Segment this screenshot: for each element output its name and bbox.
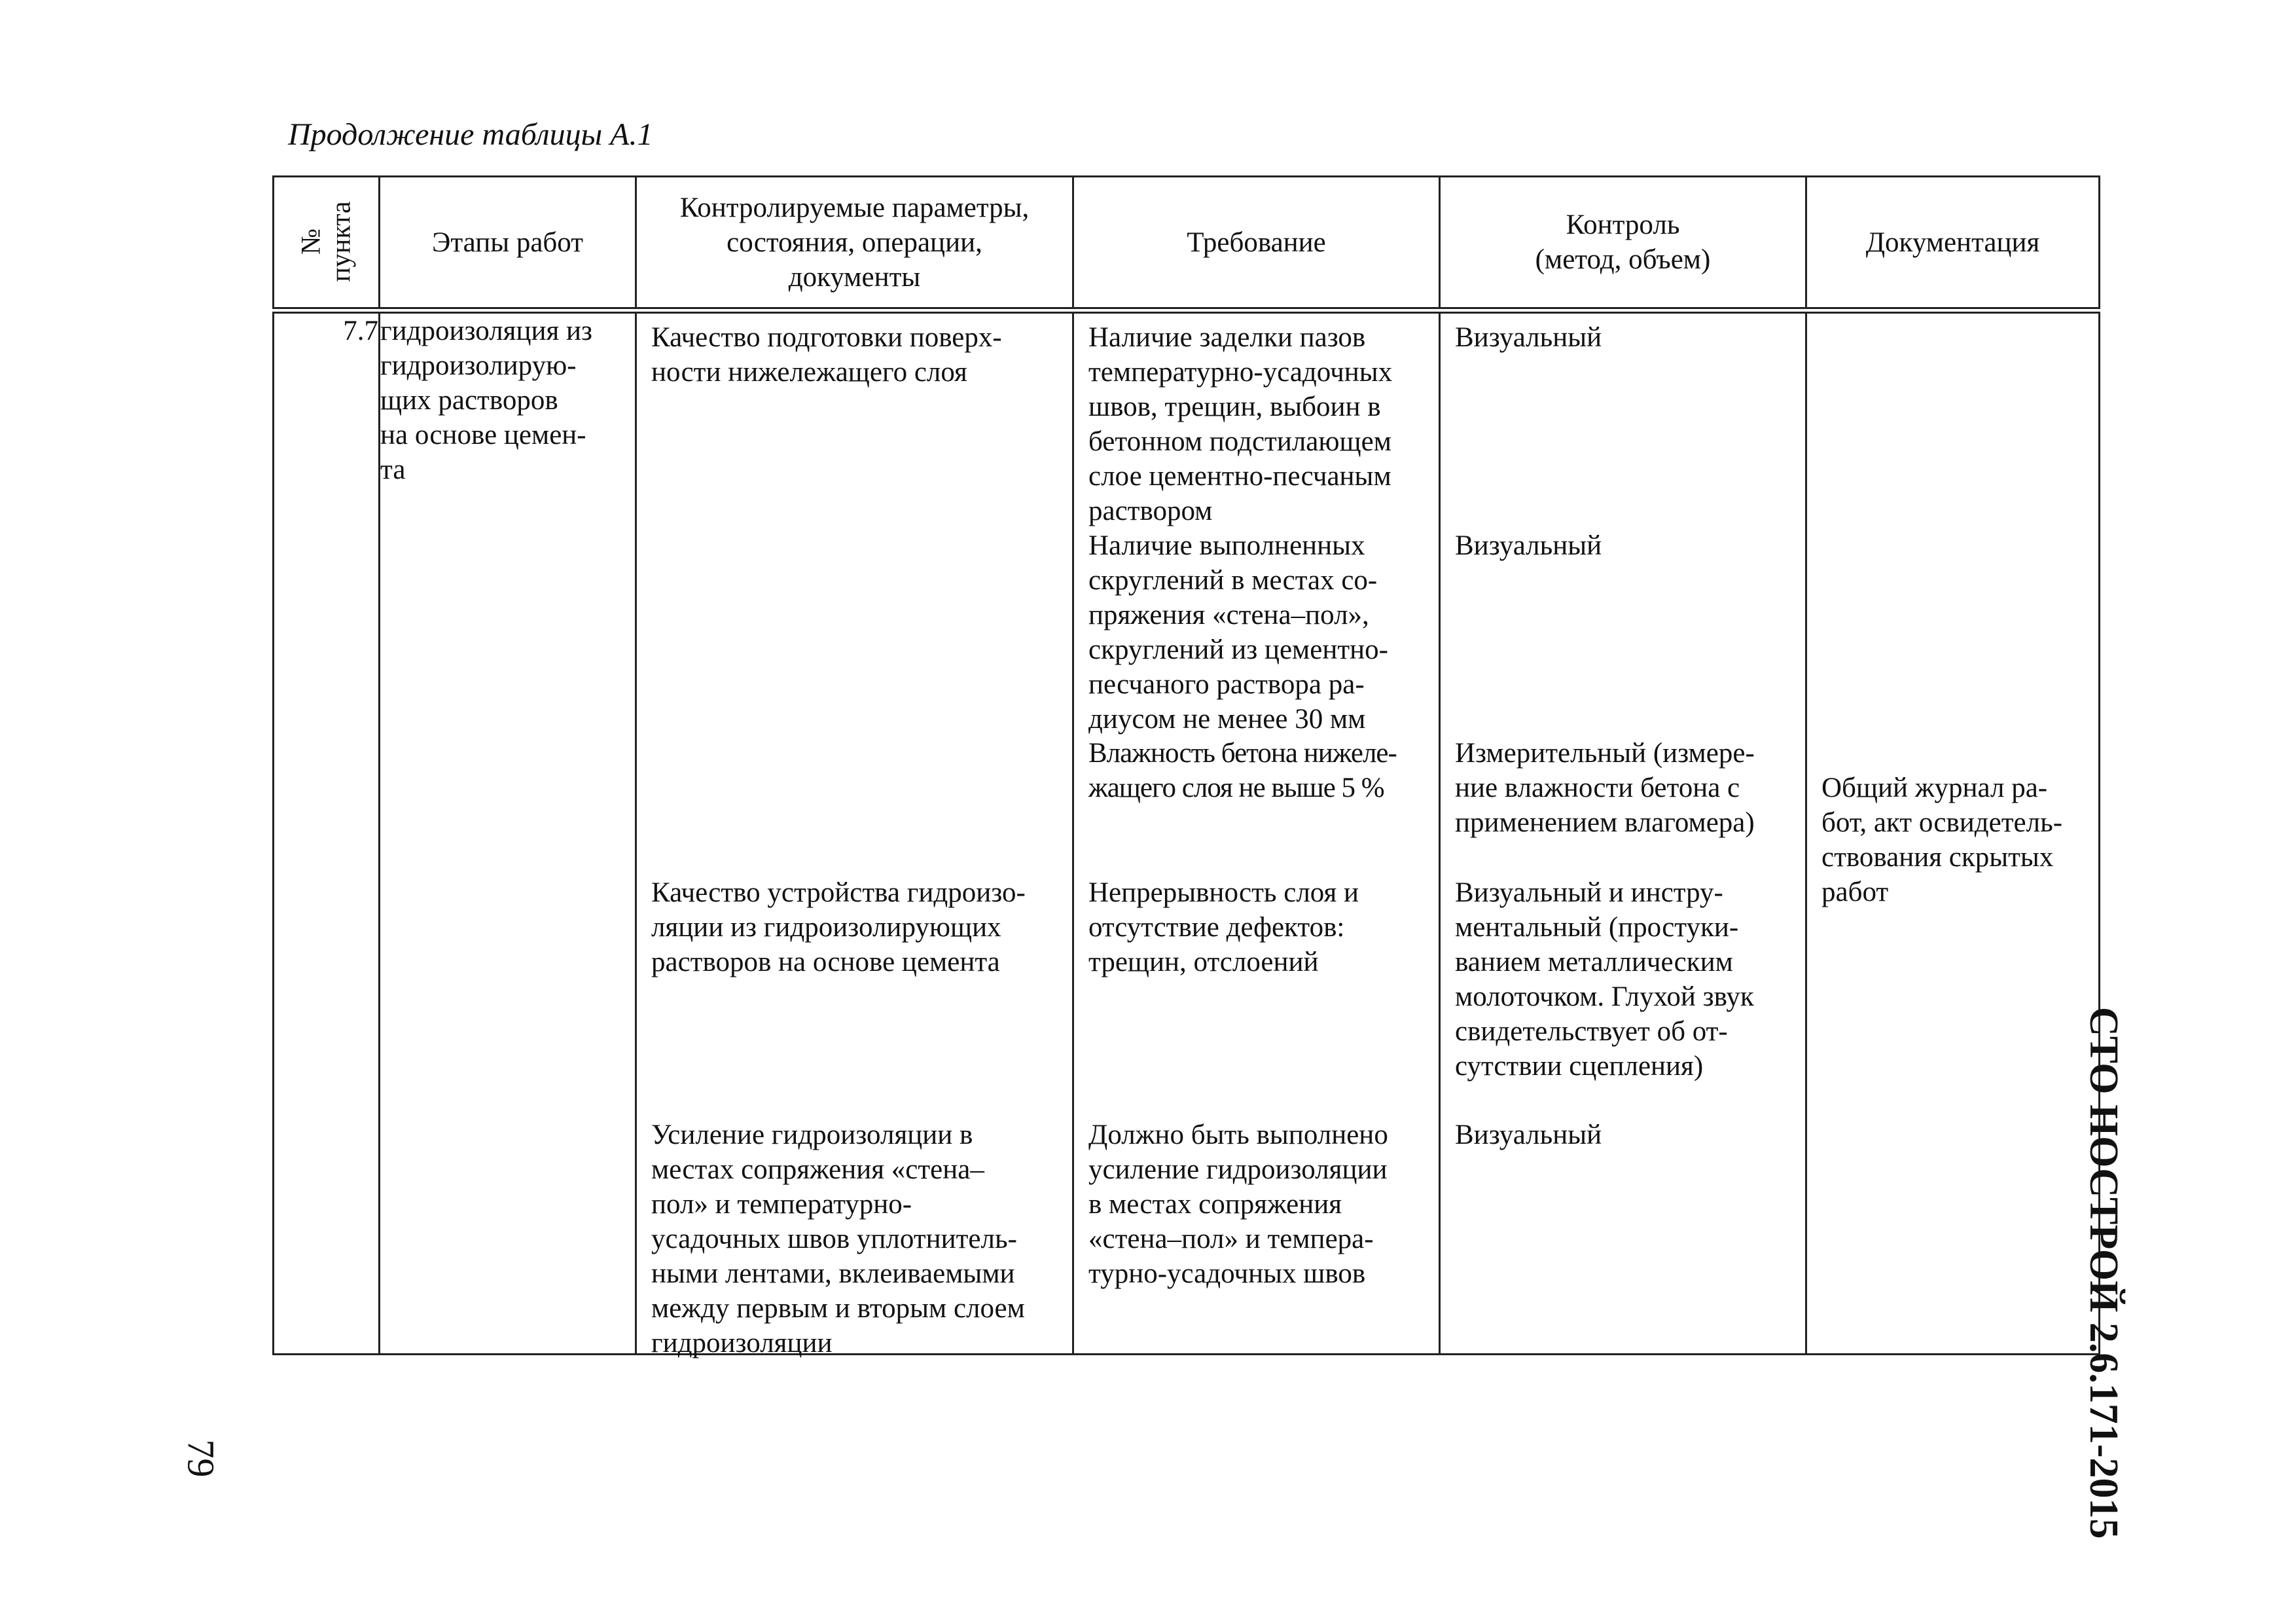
- header-num: [274, 177, 380, 311]
- docs-text: Общий журнал ра- бот, акт освидетель- ствования скрытых работ: [1821, 773, 2063, 907]
- control-5: Визуальный: [1455, 1120, 1602, 1150]
- header-stage: Этапы работ: [380, 177, 636, 311]
- row-requirements: [1073, 310, 1440, 1355]
- control-3: Измерительный (измере- ние влажности бетона с применением влагомера): [1455, 738, 1755, 838]
- document-code: [2077, 1007, 2130, 1539]
- requirement-2: Наличие выполненных скруглений в местах со- пряжения «стена–пол», скруглений из цементно- песчаного раствора ра- диусом не менее 30 мм: [1088, 530, 1388, 735]
- row-num: 7.7: [274, 310, 380, 1355]
- requirement-5: Должно быть выполнено усиление гидроизоляции в местах сопряжения «стена–пол» и темпера- турно-усадочных швов: [1088, 1120, 1388, 1289]
- control-table: [272, 175, 2100, 1359]
- table-row: [274, 310, 2100, 1355]
- control-1: Визуальный: [1455, 322, 1602, 353]
- table-caption: Продолжение таблицы А.1: [288, 117, 653, 152]
- page-number: 79: [179, 1439, 223, 1478]
- param-2: Качество устройства гидроизо- ляции из гидроизолирующих растворов на основе цемента: [651, 877, 1026, 977]
- row-docs: [1806, 310, 2100, 1355]
- requirement-4: Непрерывность слоя и отсутствие дефектов: трещин, отслоений: [1088, 877, 1359, 977]
- row-params: [636, 310, 1073, 1359]
- param-3: Усиление гидроизоляции в местах сопряжения «стена– пол» и температурно- усадочных швов уплотнитель- ными лентами, вклеиваемыми между первым и вторым слоем гидроизоляции: [651, 1120, 1025, 1359]
- header-row: [274, 177, 2100, 311]
- control-2: Визуальный: [1455, 530, 1602, 561]
- header-docs: Документация: [1806, 177, 2100, 311]
- requirement-1: Наличие заделки пазов температурно-усадочных швов, трещин, выбоин в бетонном подстилающем слое цементно-песчаным раствором: [1088, 322, 1393, 526]
- header-num-label: № пункта: [296, 200, 357, 282]
- requirement-3: Влажность бетона нижеле- жащего слоя не выше 5 %: [1088, 738, 1397, 803]
- header-control: Контроль (метод, объем): [1440, 177, 1806, 311]
- control-4: Визуальный и инстру- ментальный (простуки- ванием металлическим молоточком. Глухой звук свидетельствует об от- сутствии сцепления): [1455, 877, 1754, 1082]
- param-1: Качество подготовки поверх- ности нижележащего слоя: [651, 322, 1002, 388]
- row-controls: [1440, 310, 1806, 1355]
- row-stage: гидроизоляция из гидроизолирую- щих растворов на основе цемен- та: [380, 310, 636, 1355]
- header-requirement: Требование: [1073, 177, 1440, 311]
- document-code-text: СТО НОСТРОЙ 2.6.171-2015: [2081, 1007, 2126, 1539]
- header-params: Контролируемые параметры, состояния, операции, документы: [636, 177, 1073, 311]
